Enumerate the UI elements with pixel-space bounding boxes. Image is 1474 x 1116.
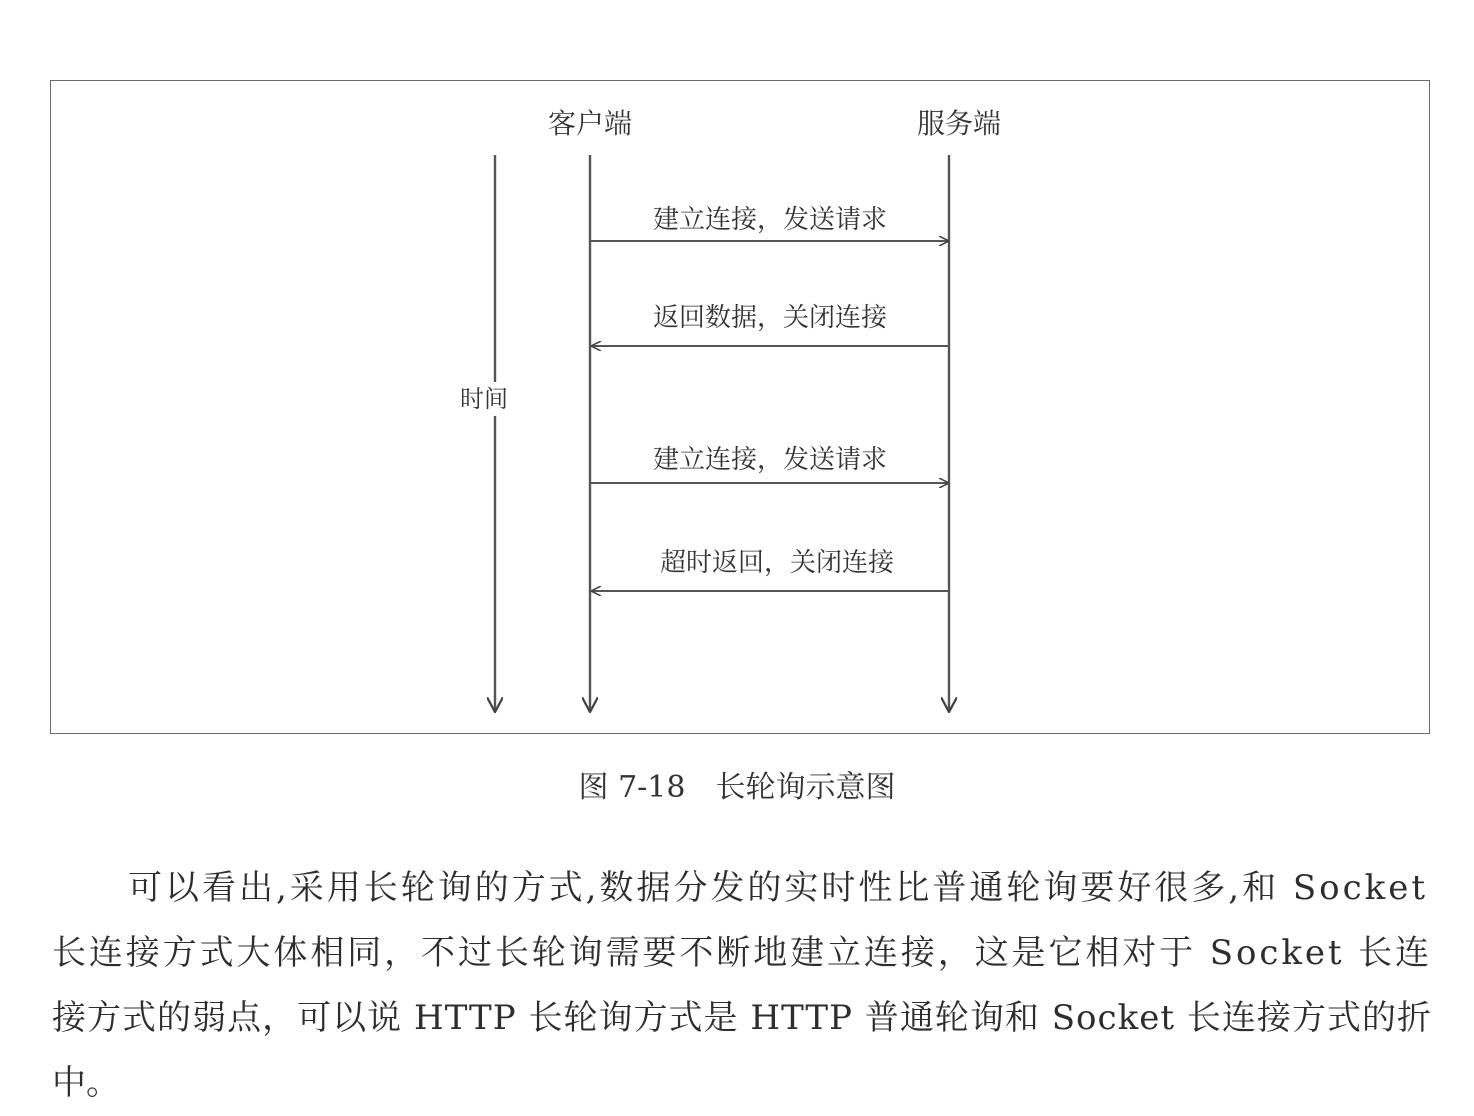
server-label: 服务端 [916, 107, 1002, 140]
figure-caption: 图 7-18 长轮询示意图 [578, 770, 896, 805]
paragraph-line: 可以看出,采用长轮询的方式,数据分发的实时性比普通轮询要好很多,和 Socket [128, 868, 1429, 908]
message-label: 超时返回，关闭连接 [659, 548, 895, 578]
message-label: 返回数据，关闭连接 [652, 303, 888, 333]
client-label: 客户端 [547, 107, 633, 140]
paragraph-line: 长连接方式大体相同，不过长轮询需要不断地建立连接，这是它相对于 Socket 长连 [52, 933, 1432, 973]
paragraph-line: 中。 [52, 1063, 120, 1103]
time-label: 时间 [460, 385, 508, 413]
paragraph-line: 接方式的弱点，可以说 HTTP 长轮询方式是 HTTP 普通轮询和 Socket 长连接方式的折 [52, 998, 1433, 1038]
message-label: 建立连接，发送请求 [652, 205, 888, 235]
message-label: 建立连接，发送请求 [652, 445, 888, 475]
